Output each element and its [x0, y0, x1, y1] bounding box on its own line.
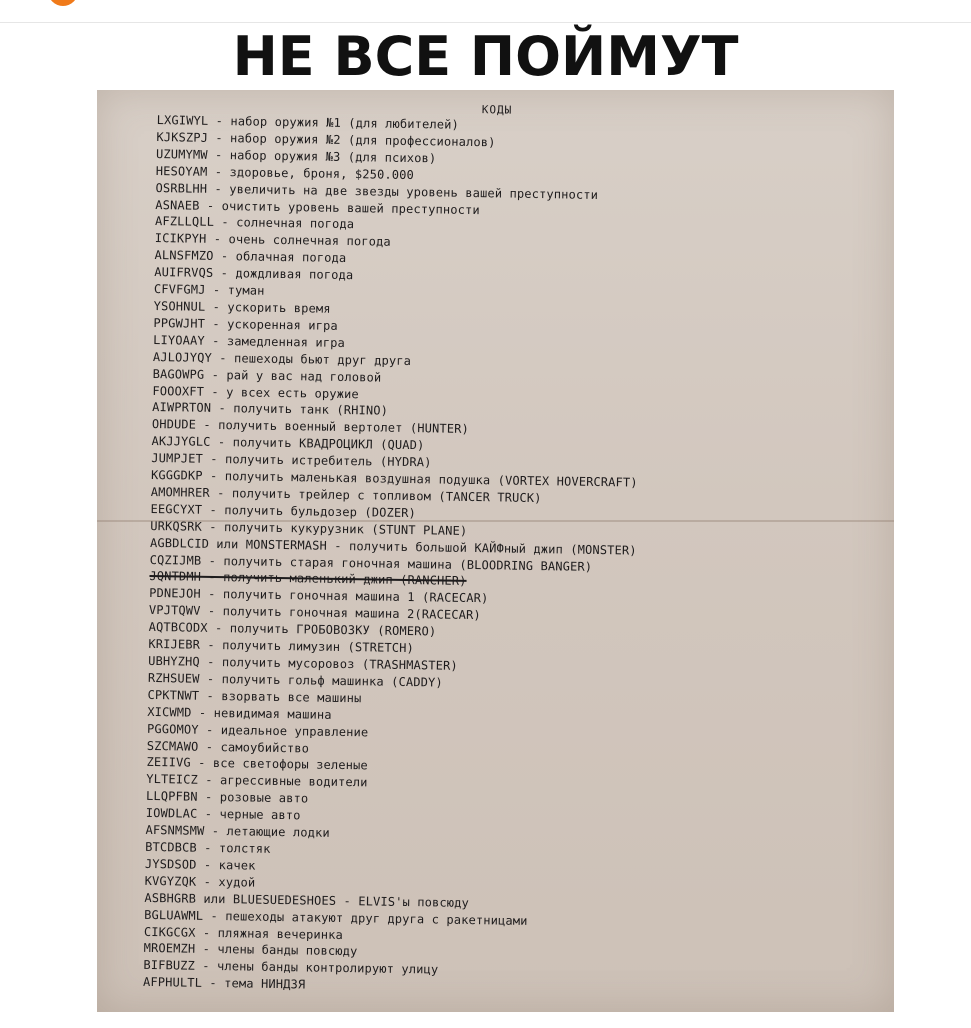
code-line: YSOHNUL - ускорить время	[153, 298, 331, 316]
code-line: URKQSRK - получить кукурузник (STUNT PLANE)	[150, 518, 468, 538]
code-line: BIFBUZZ - члены банды контролируют улицу	[143, 958, 439, 977]
code-line: JUMPJET - получить истребитель (HYDRA)	[151, 451, 432, 470]
code-line: ALNSFMZO - облачная погода	[154, 248, 347, 266]
code-line: PDNEJOH - получить гоночная машина 1 (RACECAR)	[149, 586, 489, 606]
app-logo-icon	[48, 0, 78, 6]
code-line: ASBHGRB или BLUESUEDESHOES - ELVIS'ы повсюду	[144, 890, 469, 910]
code-line: CPKTNWT - взорвать все машины	[147, 687, 362, 706]
code-line: CIKGCGX - пляжная вечеринка	[143, 924, 344, 942]
code-line: RZHSUEW - получить гольф машинка (CADDY)	[147, 670, 443, 690]
code-line: AIWPRTON - получить танк (RHINO)	[152, 400, 389, 419]
code-line: LLQPFBN - розовые авто	[145, 789, 309, 806]
sheet-title: КОДЫ	[481, 103, 513, 117]
code-line: UBHYZHQ - получить мусоровоз (TRASHMASTER)	[148, 653, 458, 673]
code-line: MROEMZH - члены банды повсюду	[143, 941, 358, 959]
code-line: JQNTDMH - получить маленький джип (RANCHER)	[149, 569, 467, 589]
code-line: JYSDSOD - качек	[144, 856, 256, 873]
code-line: PPGWJHT - ускоренная игра	[153, 315, 338, 333]
code-line: ICIKPYH - очень солнечная погода	[154, 231, 391, 250]
code-lines	[143, 112, 643, 999]
paper-sheet	[97, 90, 894, 1012]
code-line: AJLOJYQY - пешеходы бьют друг друга	[152, 349, 412, 368]
code-line: AUIFRVQS - дождливая погода	[154, 265, 354, 283]
code-line: OHDUDE - получить военный вертолет (HUNTER)	[151, 417, 470, 437]
code-line: KGGGDKP - получить маленькая воздушная подушка (VORTEX HOVERCRAFT)	[150, 467, 638, 490]
code-line: FOOOXFT - у всех есть оружие	[152, 383, 359, 401]
cheat-code-list	[143, 98, 644, 999]
code-line: OSRBLHH - увеличить на две звезды уровень вашей преступности	[155, 180, 599, 202]
code-line: AFPHULTL - тема НИНДЗЯ	[143, 975, 306, 992]
code-line: VPJTQWV - получить гоночная машина 2(RACECAR)	[148, 603, 481, 623]
code-line: KVGYZQK - худой	[144, 873, 256, 890]
code-line: KRIJEBR - получить лимузин (STRETCH)	[148, 637, 414, 656]
code-line: AKJJYGLC - получить КВАДРОЦИКЛ (QUAD)	[151, 434, 425, 453]
code-line: AMOMHRER - получить трейлер с топливом (TANCER TRUCK)	[150, 484, 542, 506]
code-line: HESOYAM - здоровье, броня, $250.000	[155, 163, 415, 182]
code-line: KJKSZPJ - набор оружия №2 (для профессионалов)	[156, 129, 496, 150]
code-line: SZCMAWO - самоубийство	[146, 738, 310, 755]
code-line: BAGOWPG - рай у вас над головой	[152, 366, 382, 385]
top-app-bar	[0, 0, 971, 23]
code-line: UZUMYMW - набор оружия №3 (для психов)	[156, 146, 437, 166]
code-line: AQTBCODX - получить ГРОБОВОЗКУ (ROMERO)	[148, 620, 437, 639]
code-line: LXGIWYL - набор оружия №1 (для любителей)	[156, 112, 460, 132]
headline: НЕ ВСЕ ПОЙМУТ	[232, 25, 739, 88]
code-line: EEGCYXT - получить бульдозер (DOZER)	[150, 501, 417, 520]
code-line: LIYOAAY - замедленная игра	[153, 332, 346, 350]
code-line: XICWMD - невидимая машина	[147, 704, 332, 722]
code-line: BTCDBCB - толстяк	[145, 839, 271, 856]
code-line: AFZLLQLL - солнечная погода	[154, 214, 355, 232]
code-line: PGGOMOY - идеальное управление	[146, 721, 369, 740]
code-line: ZEIIVG - все светофоры зеленые	[146, 755, 368, 773]
code-line: BGLUAWML - пешеходы атакуют друг друга с ракетницами	[144, 907, 528, 928]
code-line: YLTEICZ - агрессивные водители	[146, 772, 368, 790]
code-line: CQZIJMB - получить старая гоночная машина (BLOODRING BANGER)	[149, 552, 593, 574]
code-line: IOWDLAC - черные авто	[145, 806, 301, 823]
code-line: CFVFGMJ - туман	[153, 282, 265, 298]
code-line: ASNAEB - очистить уровень вашей преступности	[155, 197, 480, 217]
code-line: AFSNMSMW - летающие лодки	[145, 822, 330, 840]
code-line: AGBDLCID или MONSTERMASH - получить большой КАЙФный джип (MONSTER)	[149, 535, 637, 558]
